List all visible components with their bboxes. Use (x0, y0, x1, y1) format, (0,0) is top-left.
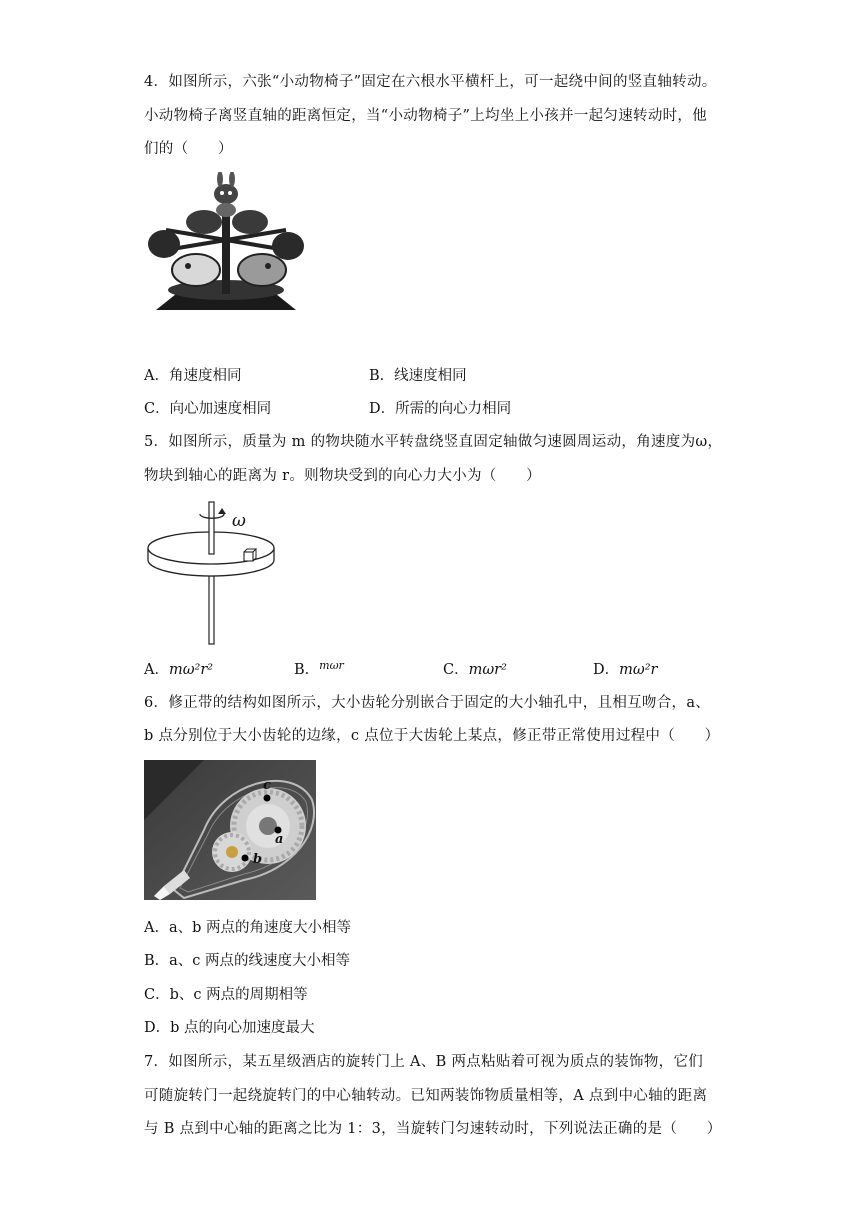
q7-line-3: 与 B 点到中心轴的距离之比为 1：3，当旋转门匀速转动时，下列说法正确的是（ ） (144, 1121, 722, 1137)
merry-go-round-figure (146, 172, 308, 312)
q5-option-c[interactable] (443, 660, 507, 680)
q5-option-b[interactable] (294, 660, 344, 681)
q6-line-1: 6．修正带的结构如图所示，大小齿轮分别嵌合于固定的大小轴孔中，且相互吻合，a、 (144, 695, 711, 711)
q4-line-3: 们的（ ） (144, 141, 233, 157)
q4-option-c[interactable]: C．向心加速度相同 (144, 401, 272, 417)
point-b-label: b (253, 852, 263, 867)
q4-option-b[interactable]: B．线速度相同 (369, 368, 467, 384)
correction-tape-figure (144, 760, 316, 900)
q6-line-2: b 点分别位于大小齿轮的边缘，c 点位于大齿轮上某点，修正带正常使用过程中（ ） (144, 728, 720, 744)
point-c-label: c (263, 778, 271, 793)
q6-option-b[interactable]: B．a、c 两点的线速度大小相等 (144, 953, 351, 969)
q5-option-a[interactable] (144, 660, 213, 680)
q7-line-1: 7．如图所示，某五星级酒店的旋转门上 A、B 两点粘贴着可视为质点的装饰物，它们 (144, 1054, 704, 1070)
q5-line-1: 5．如图所示，质量为 m 的物块随水平转盘绕竖直固定轴做匀速圆周运动，角速度为ω， (144, 434, 723, 450)
point-a-label: a (275, 832, 284, 847)
q5-line-2: 物块到轴心的距离为 r。则物块受到的向心力大小为（ ） (144, 468, 541, 484)
q5-option-d-formula: mω²r (619, 662, 658, 678)
q5-option-b-prefix: B． (294, 662, 320, 678)
q6-option-a[interactable]: A．a、b 两点的角速度大小相等 (144, 920, 352, 936)
q5-option-d-prefix: D． (593, 662, 620, 678)
q6-option-c[interactable]: C．b、c 两点的周期相等 (144, 987, 308, 1003)
q5-option-a-prefix: A． (144, 662, 169, 678)
q5-option-c-prefix: C． (443, 662, 469, 678)
q4-line-1: 4．如图所示，六张“小动物椅子”固定在六根水平横杆上，可一起绕中间的竖直轴转动。 (144, 74, 717, 90)
q6-option-d[interactable]: D．b 点的向心加速度最大 (144, 1020, 315, 1036)
q5-option-b-formula: mωr (319, 659, 344, 672)
omega-label: ω (232, 511, 246, 531)
q7-line-2: 可随旋转门一起绕旋转门的中心轴转动。已知两装饰物质量相等，A 点到中心轴的距离 (144, 1088, 708, 1104)
q5-option-a-formula: mω²r² (168, 662, 214, 678)
q4-option-d[interactable]: D．所需的向心力相同 (369, 401, 512, 417)
turntable-figure (140, 498, 280, 648)
q5-option-d[interactable] (593, 660, 657, 680)
q5-option-c-formula: mωr² (468, 662, 507, 678)
q4-option-a[interactable]: A．角速度相同 (144, 368, 242, 384)
q4-line-2: 小动物椅子离竖直轴的距离恒定，当“小动物椅子”上均坐上小孩并一起匀速转动时，他 (144, 108, 708, 124)
